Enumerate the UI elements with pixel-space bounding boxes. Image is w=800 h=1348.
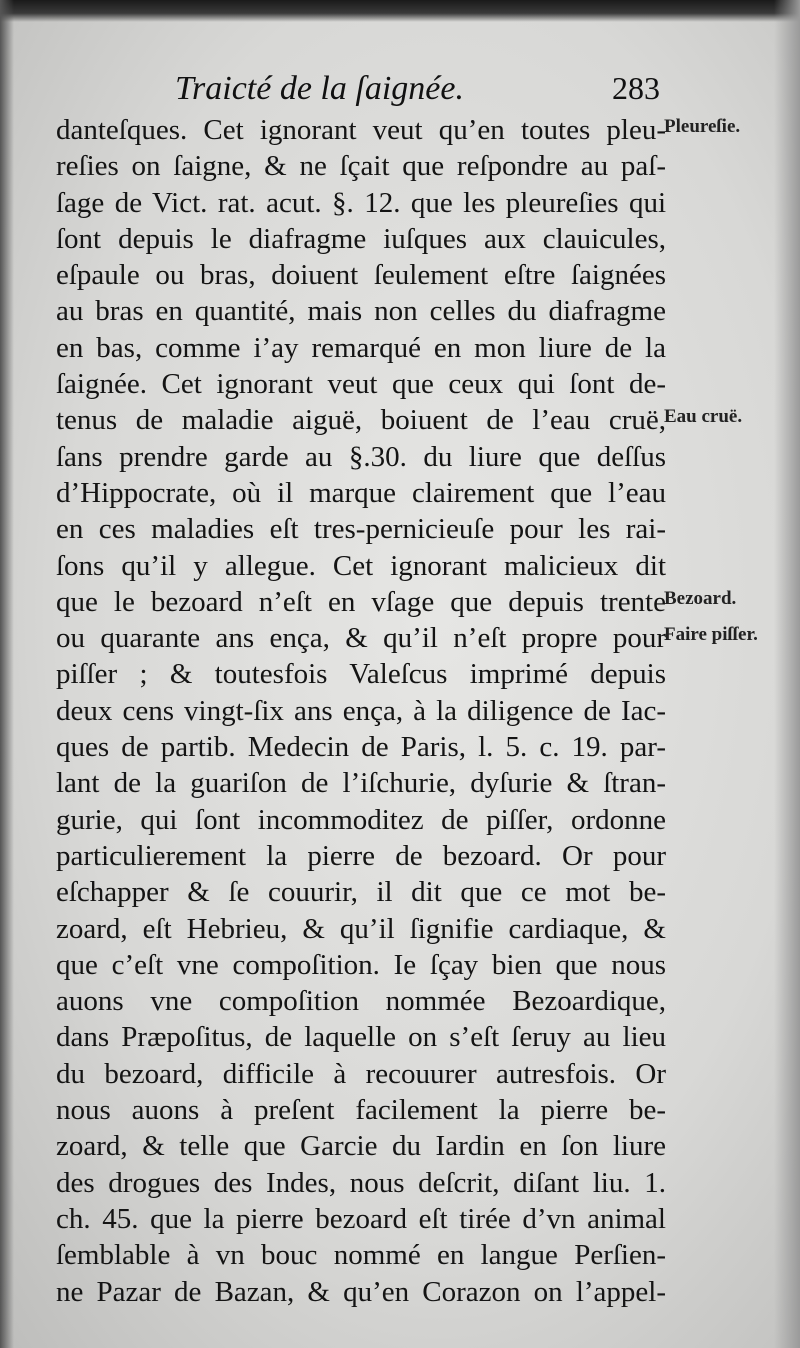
text-line: des drogues des Indes, nous deſcrit, diſant liu. 1. — [56, 1166, 666, 1199]
text-line: au bras en quantité, mais non celles du diafragme — [56, 295, 666, 328]
text-line: nous auons à preſent facilement la pierre be- — [56, 1094, 666, 1127]
text-line: que le bezoard n’eſt en vſage que depuis trente — [56, 585, 666, 618]
margin-notes — [664, 112, 800, 1312]
text-line: d’Hippocrate, où il marque clairement que l’eau — [56, 476, 666, 509]
text-line: ne Pazar de Bazan, & qu’en Corazon on l’appel- — [56, 1275, 666, 1308]
text-line: ou quarante ans ença, & qu’il n’eſt propre pour — [56, 622, 666, 655]
text-line: zoard, & telle que Garcie du Iardin en ſon liure — [56, 1130, 666, 1163]
text-line: piſſer ; & toutesfois Valeſcus imprimé depuis — [56, 658, 666, 691]
margin-note: Eau cruë. — [664, 406, 743, 428]
text-line: auons vne compoſition nommée Bezoardique, — [56, 985, 666, 1018]
text-line: en bas, comme i’ay remarqué en mon liure de la — [56, 331, 666, 364]
running-title: Traicté de la ſaignée. — [175, 70, 464, 107]
text-line: eſchapper & ſe couurir, il dit que ce mot be- — [56, 876, 666, 909]
text-line: ques de partib. Medecin de Paris, l. 5. c. 19. par- — [56, 731, 666, 764]
text-line: du bezoard, difficile à recouurer autresfois. Or — [56, 1057, 666, 1090]
text-line: ſage de Vict. rat. acut. §. 12. que les pleureſies qui — [56, 186, 666, 219]
text-line: danteſques. Cet ignorant veut qu’en toutes pleu- — [56, 114, 666, 146]
text-line: ſans prendre garde au §.30. du liure que deſſus — [56, 440, 666, 473]
text-line: ſons qu’il y allegue. Cet ignorant malicieux dit — [56, 549, 666, 582]
text-line: particulierement la pierre de bezoard. Or pour — [56, 839, 666, 872]
text-line: ſaignée. Cet ignorant veut que ceux qui ſont de- — [56, 368, 666, 401]
text-line: gurie, qui ſont incommoditez de piſſer, ordonne — [56, 803, 666, 836]
text-line: eſpaule ou bras, doiuent ſeulement eſtre ſaignées — [56, 259, 666, 292]
text-line: tenus de maladie aiguë, boiuent de l’eau cruë, — [56, 404, 666, 437]
text-line: zoard, eſt Hebrieu, & qu’il ſignifie cardiaque, & — [56, 912, 666, 945]
running-head — [60, 68, 660, 112]
text-line: dans Præpoſitus, de laquelle on s’eſt ſeruy au lieu — [56, 1021, 666, 1054]
page-number: 283 — [612, 70, 660, 106]
text-line: reſies on ſaigne, & ne ſçait que reſpondre au paſ- — [56, 150, 666, 183]
page-left-shadow — [0, 0, 14, 1348]
text-line: que c’eſt vne compoſition. Ie ſçay bien que nous — [56, 948, 666, 981]
margin-note: Faire piſſer. — [664, 624, 758, 646]
text-line: en ces maladies eſt tres-pernicieuſe pour les rai- — [56, 513, 666, 546]
text-line: ch. 45. que la pierre bezoard eſt tirée d’vn animal — [56, 1202, 666, 1235]
text-line: deux cens vingt-ſix ans ença, à la diligence de Iac- — [56, 694, 666, 727]
margin-note: Bezoard. — [664, 587, 737, 609]
text-line: lant de la guariſon de l’iſchurie, dyſurie & ſtran- — [56, 767, 666, 800]
text-line: ſemblable à vn bouc nommé en langue Perſien- — [56, 1239, 666, 1272]
margin-note: Pleureſie. — [664, 116, 741, 137]
page-top-shadow — [0, 0, 800, 22]
body-text — [56, 112, 666, 1310]
text-line: ſont depuis le diafragme iuſques aux clauicules, — [56, 222, 666, 255]
